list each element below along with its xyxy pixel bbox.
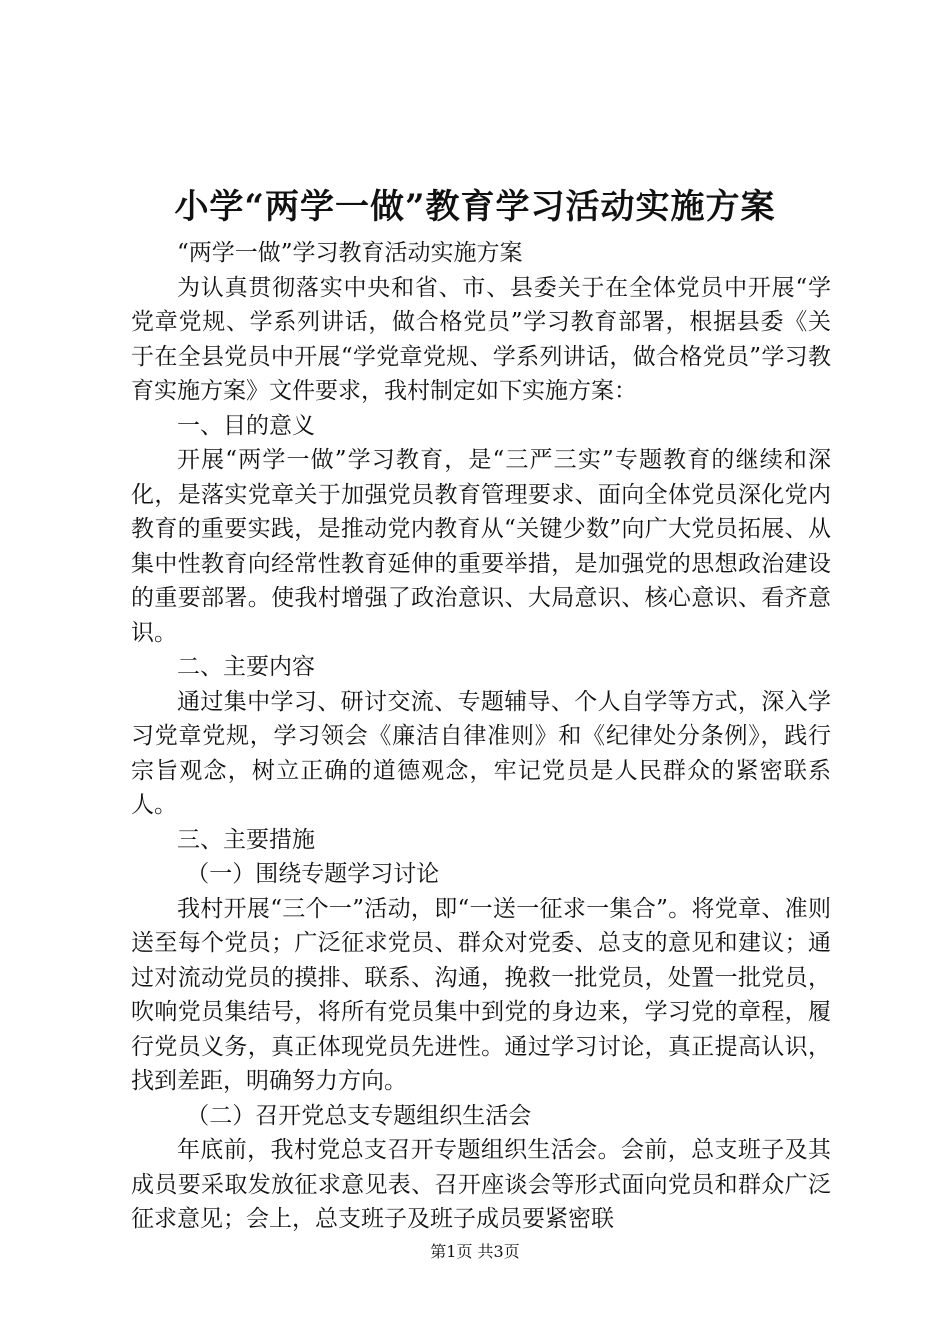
study-paragraph: 我村开展“三个一”活动，即“一送一征求一集合”。将党章、准则送至每个党员；广泛征求党员、群众对党委、总支的意见和建议；通过对流动党员的摸排、联系、沟通，挽救一批党员，处置一批党员，吹响党员集结号，将所有党员集中到党的身边来，学习党的章程，履行党员义务，真正体现党员先进性。通过学习讨论，真正提高认识，找到差距，明确努力方向。: [131, 895, 831, 1094]
intro-paragraph: 为认真贯彻落实中央和省、市、县委关于在全体党员中开展“学党章党规、学系列讲话，做合格党员”学习教育部署，根据县委《关于在全县党员中开展“学党章党规、学系列讲话，做合格党员”学习教育实施方案》文件要求，我村制定如下实施方案：: [131, 274, 831, 404]
page-number-footer: 第1页 共3页: [430, 1242, 520, 1261]
document-title: 小学“两学一做”教育学习活动实施方案: [174, 187, 776, 227]
doc-subtitle: “两学一做”学习教育活动实施方案: [177, 240, 523, 266]
section-heading-purpose: 一、目的意义: [177, 412, 315, 439]
content-paragraph: 通过集中学习、研讨交流、专题辅导、个人自学等方式，深入学习党章党规，学习领会《廉洁自律准则》和《纪律处分条例》，践行宗旨观念，树立正确的道德观念，牢记党员是人民群众的紧密联系人。: [131, 688, 831, 818]
purpose-paragraph: 开展“两学一做”学习教育，是“三严三实”专题教育的继续和深化，是落实党章关于加强党员教育管理要求、面向全体党员深化党内教育的重要实践，是推动党内教育从“关键少数”向广大党员拓展、从集中性教育向经常性教育延伸的重要举措，是加强党的思想政治建设的重要部署。使我村增强了政治意识、大局意识、核心意识、看齐意识。: [131, 447, 831, 646]
meeting-paragraph: 年底前，我村党总支召开专题组织生活会。会前，总支班子及其成员要采取发放征求意见表、召开座谈会等形式面向党员和群众广泛征求意见；会上，总支班子及班子成员要紧密联: [131, 1137, 831, 1232]
document-body: [131, 236, 831, 1237]
subsection-heading-study: （一）围绕专题学习讨论: [186, 861, 440, 887]
section-heading-content: 二、主要内容: [177, 654, 315, 680]
subsection-heading-meeting: （二）召开党总支专题组织生活会: [186, 1102, 532, 1129]
section-heading-measures: 三、主要措施: [177, 826, 315, 853]
